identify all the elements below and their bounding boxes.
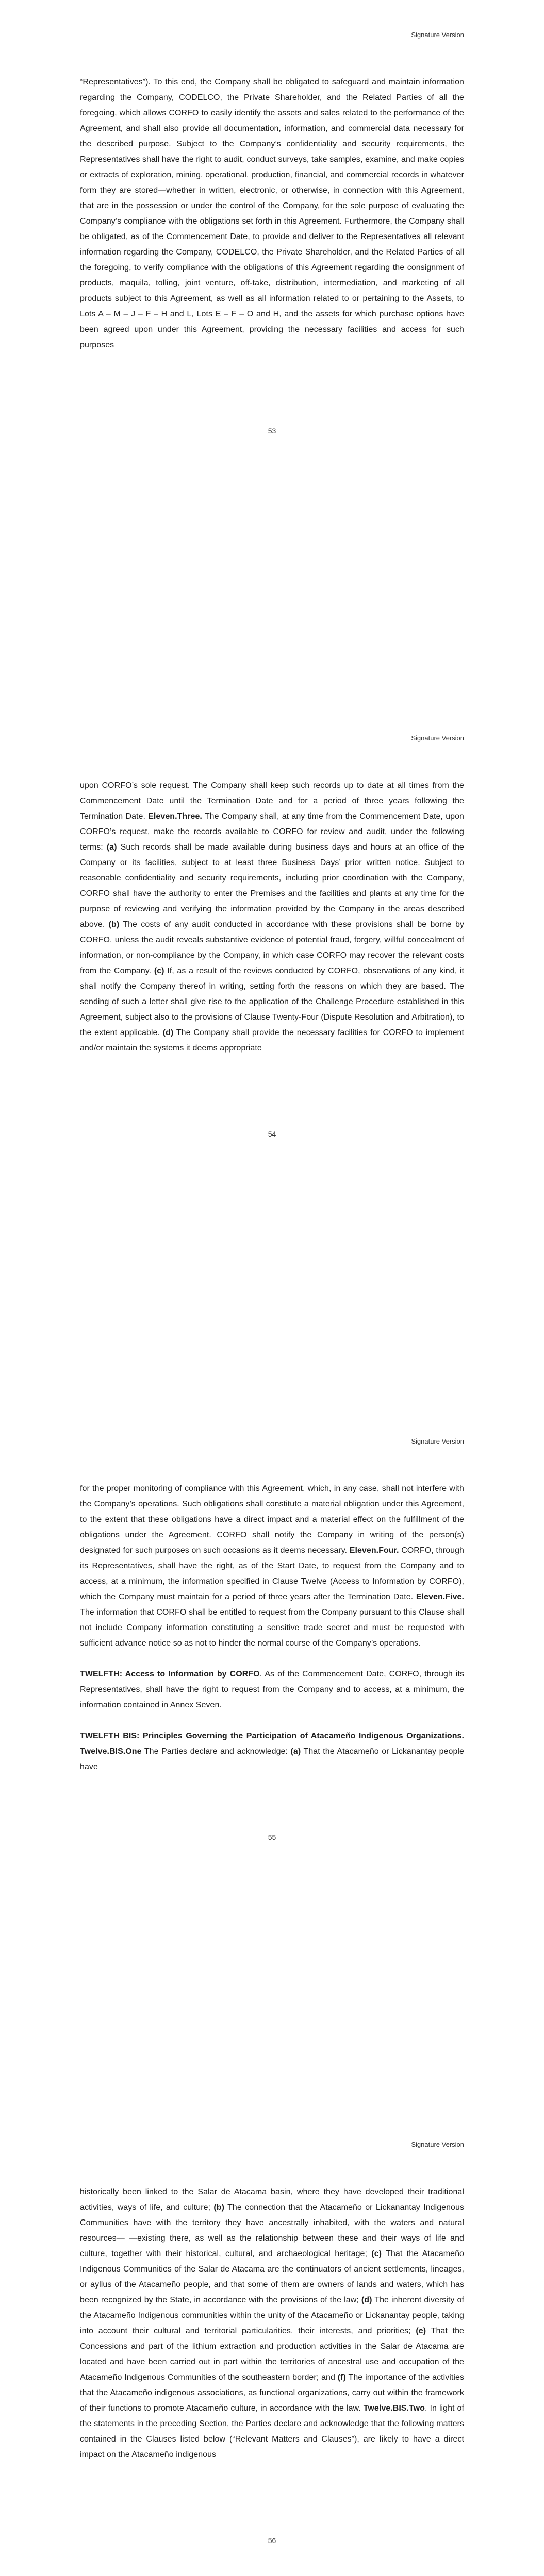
bold-text-run: (d): [162, 1028, 174, 1037]
bold-text-run: Eleven.Three.: [148, 812, 202, 821]
paragraph: [80, 75, 464, 353]
text-run: . As of the Commencement Date, CORFO, through its Representatives, shall have the right to request from the Company and to access, at a minimum, the information contained in Annex Seven.: [80, 1670, 464, 1709]
text-run: . In light of the statements in the preceding Section, the Parties declare and acknowledge that the following matters contained in the Clauses listed below (“Relevant Matters and Clauses”), are likely to have a direct impact on the Atacameño indigenous: [80, 2404, 464, 2459]
bold-text-run: Eleven.Four.: [349, 1546, 399, 1555]
text-run: The Parties declare and acknowledge:: [141, 1747, 291, 1756]
bold-text-run: (b): [213, 2203, 225, 2212]
page-body: [80, 75, 464, 353]
bold-text-run: Twelve.BIS.Two: [363, 2404, 425, 2413]
page-header: Signature Version: [411, 734, 464, 742]
page-number: 54: [268, 1130, 276, 1138]
bold-text-run: (f): [337, 2373, 346, 2382]
bold-text-run: (d): [361, 2296, 372, 2304]
text-run: for the proper monitoring of compliance with this Agreement, which, in any case, shall not interfere with the Company’s operations. Such obligations shall constitute a material obligation under this Agreement, to the extent that these obligations have a direct impact and a material effect on the fulfillment of the obligations under the Agreement. CORFO shall notify the Company in writing of the person(s) designated for such purposes on such occasions as it deems necessary.: [80, 1484, 464, 1555]
page-number: 55: [268, 1833, 276, 1841]
text-run: The costs of any audit conducted in accordance with these provisions shall be borne by CORFO, unless the audit reveals substantive evidence of potential fraud, forgery, willful concealment of information, or non-compliance by the Company, in which case CORFO may recover the relevant costs from the Company.: [80, 920, 464, 975]
page-56: [0, 2110, 544, 2576]
text-run: “Representatives”). To this end, the Company shall be obligated to safeguard and maintain information regarding the Company, CODELCO, the Private Shareholder, and the Related Parties of all the foregoing, which allows CORFO to easily identify the assets and sales related to the performance of the Agreement, and shall also provide all documentation, information, and commercial data necessary for the described purpose. Subject to the Company’s confidentiality and security requirements, the Representatives shall have the right to audit, conduct surveys, take samples, examine, and make copies or extracts of exploration, mining, operational, production, financial, and commercial records in whatever form they are stored—whether in written, electronic, or otherwise, in connection with this Agreement, that are in the possession or under the control of the Company, for the sole purpose of evaluating the Company’s compliance with the obligations set forth in this Agreement. Furthermore, the Company shall be obligated, as of the Commencement Date, to provide and deliver to the Representatives all relevant information regarding the Company, CODELCO, the Private Shareholder, and the Related Parties of all the foregoing, to verify compliance with the obligations of this Agreement regarding the consignment of products, maquila, tolling, joint venture, off-take, distribution, intermediation, and marketing of all products subject to this Agreement, as well as all information related to or pertaining to the Assets, to Lots A – M – J – F – H and L, Lots E – F – O and H, and the assets for which purchase options have been agreed upon under this Agreement, providing the necessary facilities and access for such purposes: [80, 78, 464, 349]
text-run: The Company shall provide the necessary facilities for CORFO to implement and/or maintain the systems it deems appropriate: [80, 1028, 464, 1053]
bold-text-run: TWELFTH: Access to Information by CORFO: [80, 1670, 260, 1679]
bold-text-run: (a): [290, 1747, 301, 1756]
page-body: [80, 2184, 464, 2463]
text-run: upon CORFO’s sole request. The Company shall keep such records up to date at all times from the Commencement Date until the Termination Date and for a period of three years following the Termination Date.: [80, 781, 464, 821]
bold-text-run: Eleven.Five.: [416, 1592, 464, 1601]
page-header: Signature Version: [411, 31, 464, 39]
paragraph: [80, 2184, 464, 2463]
text-run: The Company shall, at any time from the Commencement Date, upon CORFO’s request, make the records available to CORFO for review and audit, under the following terms:: [80, 812, 464, 852]
text-run: That the Atacameño Indigenous Communities of the Salar de Atacama are the continuators of ancient settlements, lineages, or ayllus of the Atacameño people, and that some of them are owners of lands and waters, which has been recognized by the State, in accordance with the provisions of the law;: [80, 2249, 465, 2304]
text-run: The connection that the Atacameño or Lickanantay Indigenous Communities have with the territory they have ancestrally inhabited, with the waters and natural resources— —existing there, as well as the relationship between these and their ways of life and culture, together with their historical, cultural, and archaeological heritage;: [80, 2203, 464, 2258]
bold-text-run: TWELFTH BIS: Principles Governing the Participation of Atacameño Indigenous Organizations. Twelve.BIS.One: [80, 1732, 464, 1756]
bold-text-run: (a): [106, 843, 117, 852]
page-header: Signature Version: [411, 1437, 464, 1445]
paragraph: [80, 1481, 464, 1651]
page-number: 56: [268, 2536, 276, 2545]
text-run: CORFO, through its Representatives, shall have the right, as of the Start Date, to request from the Company and to access, at a minimum, the information specified in Clause Twelve (Access to Information by CORFO), which the Company must maintain for a period of three years after the Termination Date.: [80, 1546, 464, 1601]
page-header: Signature Version: [411, 2141, 464, 2148]
page-body: [80, 778, 464, 1056]
text-run: That the Atacameño or Lickanantay people have: [80, 1747, 464, 1771]
bold-text-run: (e): [416, 2327, 426, 2335]
paragraph: [80, 778, 464, 1056]
text-run: If, as a result of the reviews conducted by CORFO, observations of any kind, it shall notify the Company thereof in writing, setting forth the reasons on which they are based. The sending of such a letter shall give rise to the application of the Challenge Procedure established in this Agreement, subject also to the provisions of Clause Twenty-Four (Dispute Resolution and Arbitration), to the extent applicable.: [80, 967, 464, 1037]
page-number: 53: [268, 427, 276, 435]
paragraph: [80, 1667, 464, 1713]
text-run: historically been linked to the Salar de Atacama basin, where they have developed their traditional activities, ways of life, and culture;: [80, 2188, 464, 2212]
bold-text-run: (b): [108, 920, 120, 929]
page-55: [0, 1406, 544, 2110]
text-run: The importance of the activities that the Atacameño indigenous associations, as functional organizations, carry out within the framework of their functions to promote Atacameño culture, in accordance with the law.: [80, 2373, 464, 2413]
page-54: [0, 703, 544, 1406]
bold-text-run: (c): [371, 2249, 382, 2258]
text-run: That the Concessions and part of the lithium extraction and production activities in the Salar de Atacama are located and have been carried out in part within the territories of ancestral use and occupation of the Atacameño Indigenous Communities of the southeastern border; and: [80, 2327, 464, 2382]
page-body: [80, 1481, 464, 1775]
bold-text-run: (c): [154, 967, 164, 975]
text-run: Such records shall be made available during business days and hours at an office of the Company or its facilities, subject to at least three Business Days’ prior written notice. Subject to reasonable confidentiality and security requirements, including prior coordination with the Company, CORFO shall have the authority to enter the Premises and the facilities and plants at any time for the purpose of reviewing and verifying the information provided by the Company in the areas described above.: [80, 843, 464, 929]
page-53: [0, 0, 544, 703]
text-run: The inherent diversity of the Atacameño Indigenous communities within the unity of the Atacameño or Lickanantay people, taking into account their cultural and territorial particularities, their interests, and priorities;: [80, 2296, 464, 2335]
text-run: The information that CORFO shall be entitled to request from the Company pursuant to this Clause shall not include Company information constituting a sensitive trade secret and must be requested with sufficient advance notice so as not to hinder the normal course of the Company’s operations.: [80, 1608, 464, 1648]
paragraph: [80, 1728, 464, 1775]
